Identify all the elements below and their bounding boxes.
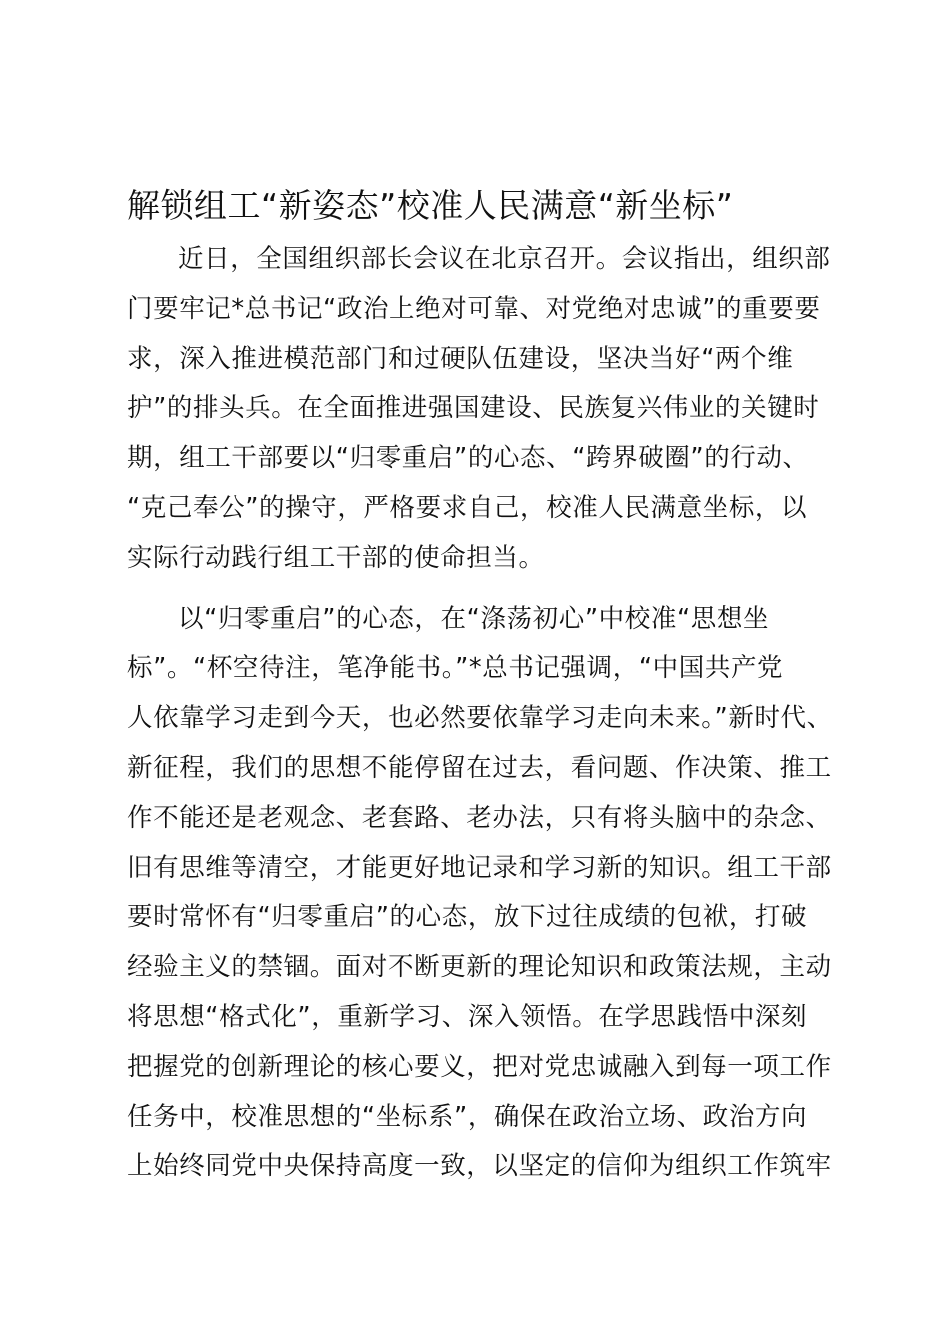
paragraph-line: 标”。“杯空待注，笔净能书。”*总书记强调，“中国共产党 bbox=[127, 653, 784, 684]
paragraph-line: 要时常怀有“归零重启”的心态，放下过往成绩的包袱，打破 bbox=[127, 902, 808, 933]
document-title: 解锁组工“新姿态”校准人民满意“新坐标” bbox=[127, 186, 734, 225]
paragraph-1 bbox=[127, 235, 842, 584]
paragraph-line: “克己奉公”的操守，严格要求自己，校准人民满意坐标，以 bbox=[127, 492, 808, 523]
paragraph-line: 任务中，校准思想的“坐标系”，确保在政治立场、政治方向 bbox=[127, 1101, 808, 1132]
paragraph-line: 护”的排头兵。在全面推进强国建设、民族复兴伟业的关键时 bbox=[127, 393, 820, 424]
paragraph-2 bbox=[127, 595, 842, 1193]
paragraph-line: 门要牢记*总书记“政治上绝对可靠、对党绝对忠诚”的重要要 bbox=[127, 293, 821, 324]
document-page bbox=[127, 183, 842, 1192]
paragraph-line: 求，深入推进模范部门和过硬队伍建设，坚决当好“两个维 bbox=[127, 343, 794, 374]
paragraph-line: 新征程，我们的思想不能停留在过去，看问题、作决策、推工 bbox=[127, 752, 832, 783]
paragraph-line: 旧有思维等清空，才能更好地记录和学习新的知识。组工干部 bbox=[127, 852, 832, 883]
paragraph-line: 近日，全国组织部长会议在北京召开。会议指出，组织部 bbox=[178, 244, 831, 274]
paragraph-line: 以“归零重启”的心态，在“涤荡初心”中校准“思想坐 bbox=[178, 603, 770, 634]
paragraph-line: 上始终同党中央保持高度一致，以坚定的信仰为组织工作筑牢 bbox=[127, 1151, 832, 1182]
paragraph-line: 期，组工干部要以“归零重启”的心态、“跨界破圈”的行动、 bbox=[127, 443, 809, 474]
paragraph-line: 作不能还是老观念、老套路、老办法，只有将头脑中的杂念、 bbox=[127, 802, 832, 833]
paragraph-line: 将思想“格式化”，重新学习、深入领悟。在学思践悟中深刻 bbox=[127, 1001, 808, 1032]
paragraph-line: 经验主义的禁锢。面对不断更新的理论知识和政策法规，主动 bbox=[127, 952, 832, 983]
paragraph-line: 把握党的创新理论的核心要义，把对党忠诚融入到每一项工作 bbox=[127, 1051, 832, 1082]
paragraph-line: 实际行动践行组工干部的使命担当。 bbox=[127, 542, 545, 573]
paragraph-line: 人依靠学习走到今天，也必然要依靠学习走向未来。”新时代、 bbox=[127, 703, 833, 734]
